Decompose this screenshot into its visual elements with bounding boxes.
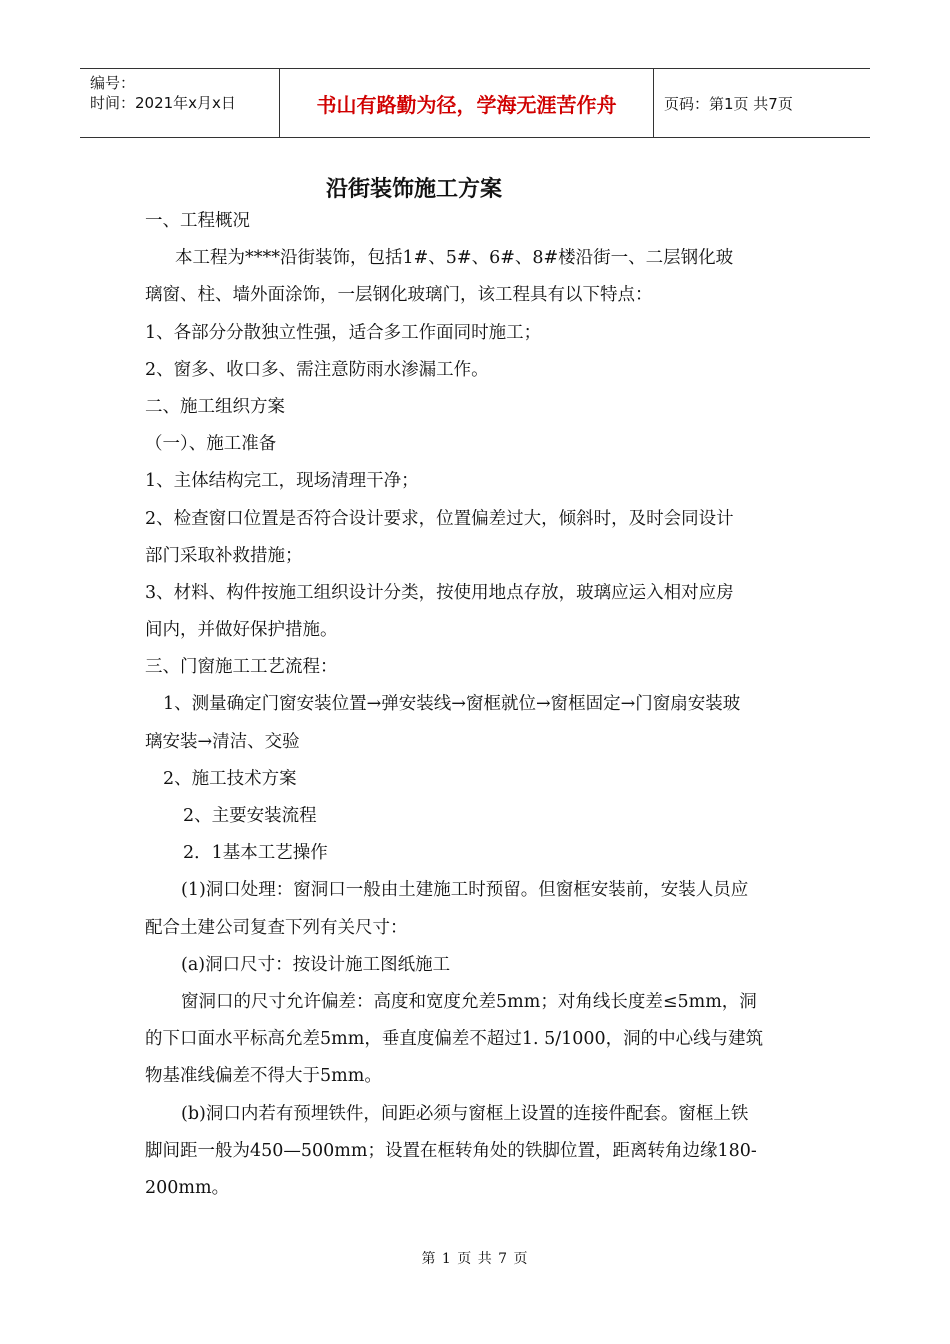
document-title: 沿街装饰施工方案 (325, 176, 502, 202)
header-meta (80, 69, 280, 137)
body-line: 的下口面水平标高允差5mm，垂直度偏差不超过1. 5/1000，洞的中心线与建筑 (145, 1029, 764, 1050)
body-line: 部门采取补救措施； (145, 545, 303, 566)
number-label: 编号： (90, 74, 136, 92)
body-line: 1、测量确定门窗安装位置→弹安装线→窗框就位→窗框固定→门窗扇安装玻 (163, 694, 741, 715)
time-label: 时间：2021年x月x日 (90, 94, 236, 112)
body-line: (a)洞口尺寸：按设计施工图纸施工 (181, 954, 451, 975)
body-line: 2．1基本工艺操作 (183, 843, 328, 864)
document-body (145, 203, 815, 1207)
body-line: 配合土建公司复查下列有关尺寸： (145, 917, 408, 938)
body-line: 200mm。 (145, 1177, 230, 1198)
body-line: 一、工程概况 (145, 211, 250, 231)
body-line: 2、窗多、收口多、需注意防雨水渗漏工作。 (145, 359, 489, 380)
body-line: 间内，并做好保护措施。 (145, 620, 338, 641)
header-motto: 书山有路勤为径，学海无涯苦作舟 (280, 69, 654, 137)
header-page-info: 页码：第1页 共7页 (664, 94, 793, 113)
body-line: 物基准线偏差不得大于5mm。 (145, 1066, 382, 1087)
body-line: 2、检查窗口位置是否符合设计要求，位置偏差过大，倾斜时，及时会同设计 (145, 508, 734, 529)
body-line: 3、材料、构件按施工组织设计分类，按使用地点存放，玻璃应运入相对应房 (145, 582, 734, 603)
body-line: (b)洞口内若有预埋铁件，间距必须与窗框上设置的连接件配套。窗框上铁 (181, 1103, 749, 1124)
body-line: 2、主要安装流程 (183, 806, 317, 826)
body-line: 璃窗、柱、墙外面涂饰，一层钢化玻璃门，该工程具有以下特点： (145, 285, 653, 306)
body-line: (1)洞口处理：窗洞口一般由土建施工时预留。但窗框安装前，安装人员应 (181, 880, 749, 901)
body-line: 1、各部分分散独立性强，适合多工作面同时施工； (145, 322, 542, 343)
body-line: 2、施工技术方案 (163, 768, 297, 789)
body-line: 脚间距一般为450—500mm；设置在框转角处的铁脚位置，距离转角边缘180- (145, 1140, 757, 1161)
page-footer: 第 1 页 共 7 页 (421, 1251, 529, 1267)
body-line: 二、施工组织方案 (145, 396, 285, 417)
body-line: （一）、施工准备 (145, 434, 277, 455)
body-line: 三、门窗施工工艺流程： (145, 657, 338, 678)
body-line: 璃安装→清洁、交验 (145, 731, 300, 752)
body-line: 1、主体结构完工，现场清理干净； (145, 471, 419, 492)
body-line: 本工程为****沿街装饰，包括1#、5#、6#、8#楼沿街一、二层钢化玻 (175, 248, 734, 269)
page-header (80, 68, 870, 138)
body-line: 窗洞口的尺寸允许偏差：高度和宽度允差5mm；对角线长度差≤5mm，洞 (181, 991, 757, 1012)
